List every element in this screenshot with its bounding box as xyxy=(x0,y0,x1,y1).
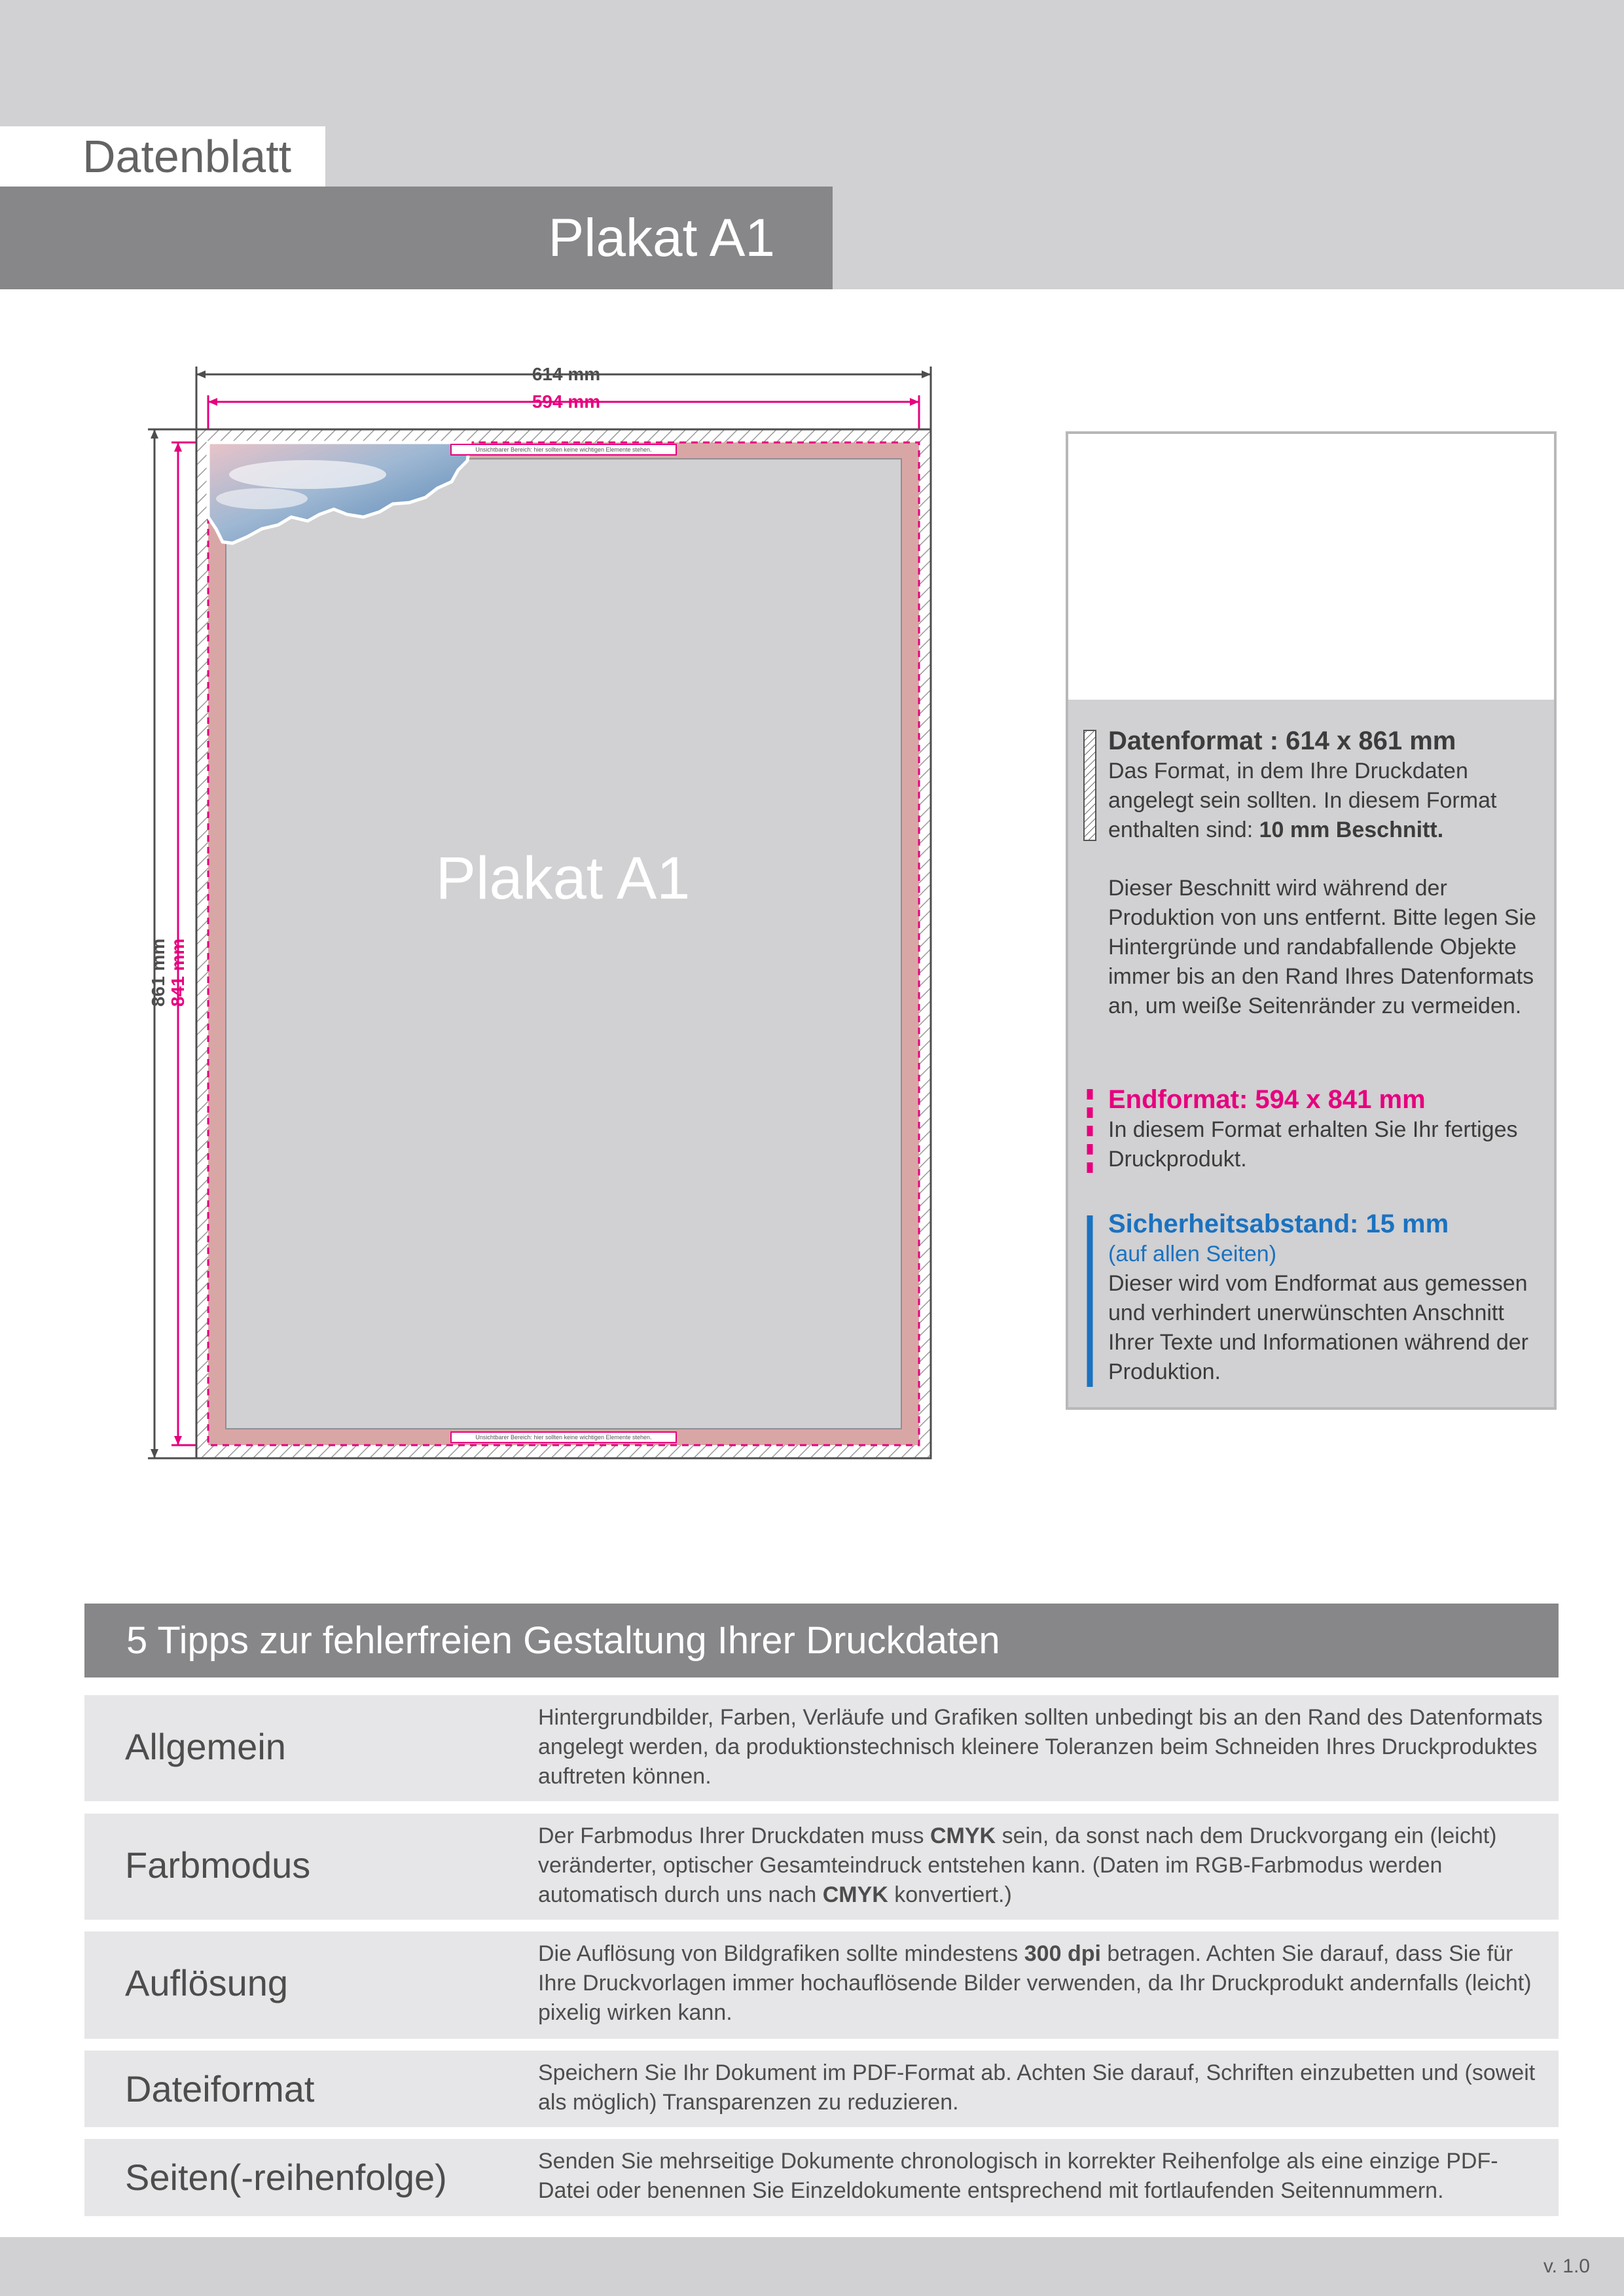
data-format-title: Datenformat : 614 x 861 mm xyxy=(1108,726,1456,755)
poster-label: Plakat A1 xyxy=(435,845,691,912)
data-format-text: Das Format, in dem Ihre Druckdaten angelegt sein sollten. In diesem Format enthalten sind: 10 mm Beschnitt. xyxy=(1108,759,1497,842)
version-label: v. 1.0 xyxy=(1543,2255,1590,2277)
zoom-panel xyxy=(1066,431,1557,702)
tip-row-dateiformat xyxy=(84,2051,1559,2127)
tip-label: Auflösung xyxy=(125,1962,289,2003)
tip-row-allgemein xyxy=(84,1695,1559,1801)
final-format-text: In diesem Format erhalten Sie Ihr fertiges Druckprodukt. xyxy=(1108,1117,1518,1172)
tip-text: Die Auflösung von Bildgrafiken sollte mindestens 300 dpi betragen. Achten Sie darauf, dass Sie für Ihre Druckvorlagen immer hochauflösende Bilder verwenden, da Ihr Druckprodukt andernfalls (leicht) pixelig wirken kann. xyxy=(538,1941,1532,2025)
tip-row-farbmodus xyxy=(84,1814,1559,1920)
safe-area xyxy=(226,459,901,1429)
tip-label: Farbmodus xyxy=(125,1844,311,1886)
bleed-info-text: Dieser Beschnitt wird während der Produktion von uns entfernt. Bitte legen Sie Hintergründe und randabfallende Objekte immer bis an den Rand Ihres Datenformats an, um weiße Seitenränder zu vermeiden. xyxy=(1108,876,1536,1018)
legend-markers xyxy=(1066,700,1105,1407)
height-inner-label: 841 mm xyxy=(168,938,188,1007)
tip-label: Seiten(-reihenfolge) xyxy=(125,2157,447,2198)
tip-text: Senden Sie mehrseitige Dokumente chronologisch in korrekter Reihenfolge als eine einzige PDF-Datei oder benennen Sie Einzeldokumente entsprechend mit fortlaufenden Seitennummern. xyxy=(538,2149,1498,2203)
cloud-shape xyxy=(216,488,308,509)
tip-label: Dateiformat xyxy=(125,2068,315,2109)
footer-band xyxy=(0,2237,1624,2296)
tip-row-seiten xyxy=(84,2139,1559,2216)
data-format-block xyxy=(1108,725,1540,845)
cloud-shape xyxy=(229,460,386,489)
tips-heading-bar xyxy=(84,1604,1559,1677)
safety-subtitle: (auf allen Seiten) xyxy=(1108,1242,1277,1266)
tip-text: Speichern Sie Ihr Dokument im PDF-Format ab. Achten Sie darauf, Schriften einzubetten und (soweit als möglich) Transparenzen zu reduzieren. xyxy=(538,2060,1536,2115)
safety-title: Sicherheitsabstand: 15 mm xyxy=(1108,1210,1449,1238)
width-inner-label: 594 mm xyxy=(532,391,601,412)
bleed-legend-marker xyxy=(1084,730,1096,840)
tip-text: Der Farbmodus Ihrer Druckdaten muss CMYK sein, da sonst nach dem Druckvorgang ein (leicht) veränderter, optischer Gesamteindruck entstehen kann. (Daten im RGB-Farbmodus werden automatisch durch uns nach CMYK konvertiert.) xyxy=(538,1823,1497,1907)
product-title: Plakat A1 xyxy=(548,208,775,268)
width-outer-label: 614 mm xyxy=(532,364,601,384)
doc-type-label: Datenblatt xyxy=(82,131,292,182)
tip-row-aufloesung xyxy=(84,1931,1559,2039)
safety-text: Dieser wird vom Endformat aus gemessen und verhindert unerwünschten Anschnitt Ihrer Texte und Informationen während der Produktion. xyxy=(1108,1271,1528,1384)
tip-text: Hintergrundbilder, Farben, Verläufe und Grafiken sollten unbedingt bis an den Rand des Datenformats angelegt werden, da produktionstechnisch kleinere Toleranzen beim Schneiden Ihres Druckproduktes auftreten können. xyxy=(538,1705,1543,1789)
invisible-area-note-bottom: Unsichtbarer Bereich: hier sollten keine wichtigen Elemente stehen. xyxy=(450,1431,677,1443)
invisible-area-note-top: Unsichtbarer Bereich: hier sollten keine wichtigen Elemente stehen. xyxy=(450,444,677,456)
final-format-title: Endformat: 594 x 841 mm xyxy=(1108,1085,1426,1114)
final-format-block xyxy=(1108,1084,1540,1174)
tips-heading: 5 Tipps zur fehlerfreien Gestaltung Ihrer Druckdaten xyxy=(126,1619,1000,1662)
height-outer-label: 861 mm xyxy=(148,938,168,1007)
tip-label: Allgemein xyxy=(125,1726,286,1767)
safety-block xyxy=(1108,1208,1540,1387)
